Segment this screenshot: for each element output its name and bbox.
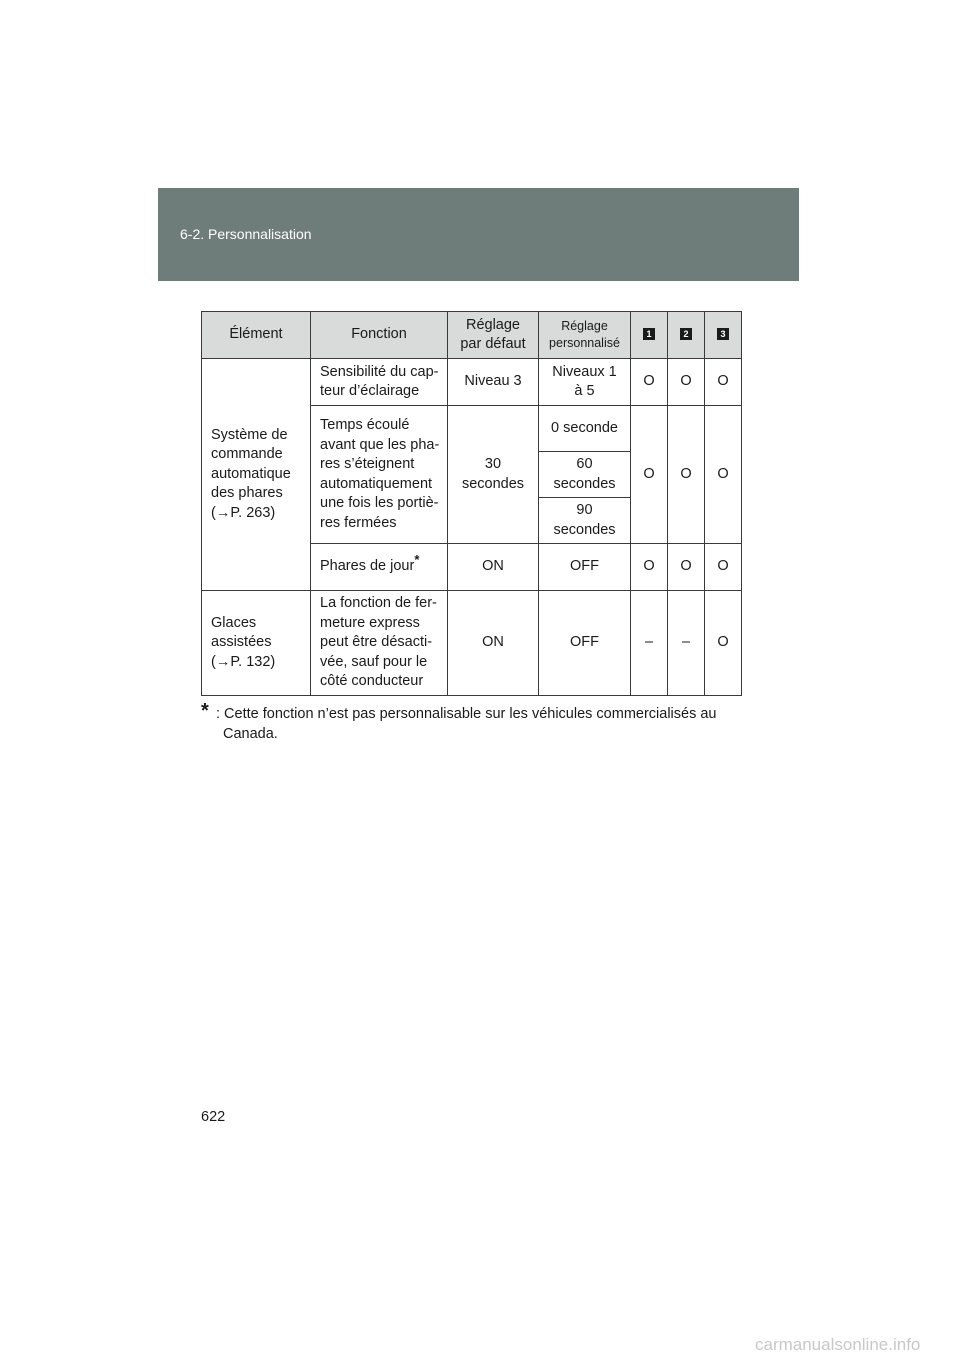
fonction-line: Phares de jour bbox=[320, 558, 415, 575]
fonction-express-close bbox=[311, 591, 448, 696]
fonction-line: côté conducteur bbox=[320, 673, 424, 690]
fonction-sensor-sensitivity bbox=[311, 359, 448, 406]
fonction-line: Temps écoulé bbox=[320, 417, 410, 433]
mark-col-2: O bbox=[668, 359, 705, 406]
header-default-line2: par défaut bbox=[460, 336, 526, 352]
header-col-2 bbox=[668, 312, 705, 359]
fonction-line: meture express bbox=[320, 614, 420, 631]
mark-col-3: O bbox=[705, 591, 742, 696]
default-value: ON bbox=[448, 544, 539, 591]
default-line: secondes bbox=[461, 475, 525, 492]
fonction-line: peut être désacti- bbox=[320, 634, 433, 651]
footnote-star-icon: * bbox=[201, 700, 209, 722]
custom-value: OFF bbox=[539, 544, 631, 591]
number-1-icon: 1 bbox=[643, 328, 655, 340]
page-reference: (→P. 263) bbox=[211, 504, 276, 521]
mark-col-1: O bbox=[631, 406, 668, 544]
mark-col-3: O bbox=[705, 544, 742, 591]
element-line: Système de bbox=[211, 426, 288, 443]
mark-col-3: O bbox=[705, 359, 742, 406]
table-row bbox=[202, 591, 742, 696]
number-3-icon: 3 bbox=[717, 328, 729, 340]
fonction-daytime-lights bbox=[311, 544, 448, 591]
mark-col-2: – bbox=[668, 591, 705, 696]
default-value: ON bbox=[448, 591, 539, 696]
fonction-line: La fonction de fer- bbox=[320, 595, 437, 612]
header-element: Élément bbox=[202, 312, 311, 359]
element-line: commande bbox=[211, 446, 283, 463]
mark-col-1: O bbox=[631, 544, 668, 591]
number-2-icon: 2 bbox=[680, 328, 692, 340]
fonction-line: vée, sauf pour le bbox=[320, 653, 428, 670]
customization-table bbox=[201, 311, 742, 696]
mark-col-3: O bbox=[705, 406, 742, 544]
header-fonction: Fonction bbox=[311, 312, 448, 359]
mark-col-1: O bbox=[631, 359, 668, 406]
footnote-line1: : Cette fonction n’est pas personnalisable sur les véhicules commercialisés au bbox=[216, 706, 717, 722]
custom-value: OFF bbox=[539, 591, 631, 696]
custom-line: secondes bbox=[553, 521, 616, 538]
fonction-elapsed-time bbox=[311, 406, 448, 544]
page-reference: (→P. 132) bbox=[211, 653, 276, 670]
element-line: Glaces bbox=[211, 614, 257, 631]
element-headlamp-system bbox=[202, 359, 311, 591]
section-title: 6-2. Personnalisation bbox=[180, 226, 312, 242]
footnote bbox=[201, 700, 746, 744]
custom-line: Niveaux 1 bbox=[552, 363, 617, 380]
element-line: des phares bbox=[211, 485, 283, 502]
watermark: carmanualsonline.info bbox=[755, 1335, 921, 1354]
table-row bbox=[202, 359, 742, 406]
header-col-3 bbox=[705, 312, 742, 359]
custom-value bbox=[539, 359, 631, 406]
fonction-line: teur d’éclairage bbox=[320, 383, 420, 399]
page-number: 622 bbox=[201, 1109, 226, 1125]
element-power-windows bbox=[202, 591, 311, 696]
footnote-star: * bbox=[414, 552, 420, 568]
custom-value: 0 seconde bbox=[539, 406, 631, 452]
footnote-line2: Canada. bbox=[223, 726, 278, 742]
mark-col-2: O bbox=[668, 544, 705, 591]
header-custom bbox=[539, 312, 631, 359]
header-custom-line2: personnalisé bbox=[549, 336, 620, 350]
header-default-line1: Réglage bbox=[465, 316, 520, 333]
section-header bbox=[158, 188, 799, 281]
header-default bbox=[448, 312, 539, 359]
element-line: assistées bbox=[211, 634, 272, 651]
mark-col-1: – bbox=[631, 591, 668, 696]
header-col-1 bbox=[631, 312, 668, 359]
custom-line: secondes bbox=[553, 475, 616, 492]
custom-line: 60 bbox=[576, 456, 593, 472]
fonction-line: res fermées bbox=[320, 514, 397, 531]
fonction-line: Sensibilité du cap- bbox=[320, 363, 439, 380]
mark-col-2: O bbox=[668, 406, 705, 544]
custom-value bbox=[539, 498, 631, 544]
fonction-line: automatiquement bbox=[320, 475, 433, 492]
default-value: Niveau 3 bbox=[448, 359, 539, 406]
fonction-line: avant que les pha- bbox=[320, 436, 440, 453]
header-custom-line1: Réglage bbox=[561, 319, 608, 333]
table-header-row bbox=[202, 312, 742, 359]
custom-line: 90 bbox=[576, 502, 593, 518]
element-line: automatique bbox=[211, 465, 291, 482]
default-value bbox=[448, 406, 539, 544]
custom-value bbox=[539, 452, 631, 498]
default-line: 30 bbox=[484, 456, 502, 472]
custom-line: à 5 bbox=[574, 383, 595, 399]
fonction-line: res s’éteignent bbox=[320, 456, 415, 472]
fonction-line: une fois les portiè- bbox=[320, 495, 439, 511]
